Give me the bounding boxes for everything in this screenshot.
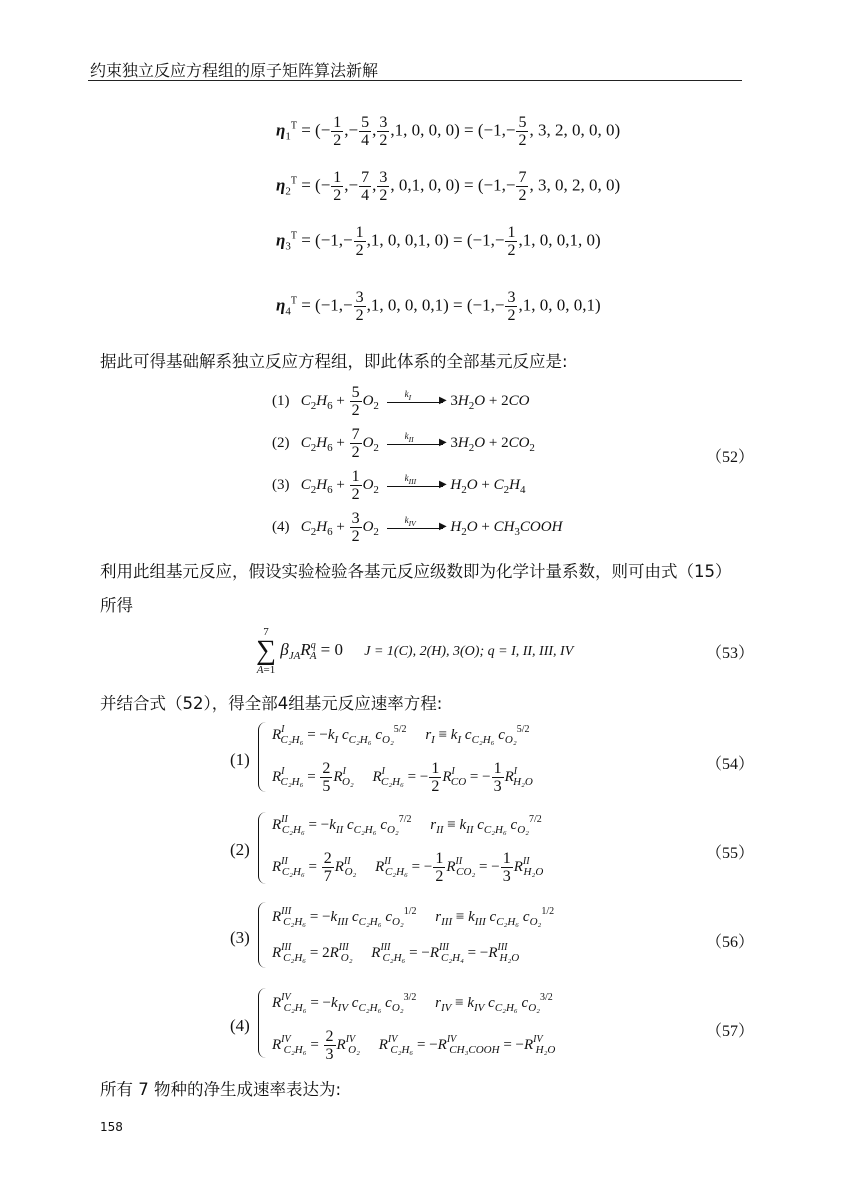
rate-label-1: (1) [230,750,250,769]
rate-eq-57b: $R^{IV}_{C_2H_6}$ = $\frac{2}{3}$ $R^{IV}_{O_2}$ $R^{IV}_{C_2H_6} = -R^{IV}_{CH_3COOH} = -R^{IV}_{H_2O}$ [272,1028,556,1063]
eq-number-57: （57） [706,1023,755,1040]
eq-number-55: （55） [706,845,755,862]
rate-label-3: (3) [230,928,250,947]
rate-eq-55b: $R^{II}_{C_2H_6}$ = $\frac{2}{7}$ $R^{II}_{O_2}$ $R^{II}_{C_2H_6}$ = − $\frac{1}{2}$ $R^{II}_{CO_2}$ = − $\frac{1}{3}$ $R^{II}_{H_2O}$ [272,850,544,885]
paragraph-4: 并结合式（52），得全部4组基元反应速率方程: [100,694,443,713]
eq-number-56: （56） [706,934,755,951]
page-number: 158 [100,1120,123,1134]
paragraph-1: 据此可得基础解系独立反应方程组，即此体系的全部基元反应是: [100,352,568,371]
brace-54 [258,722,267,792]
reaction-2: (2) $C_2H_6$ + $\frac{7}{2}$ $O_2$ $k_{II}$ ▶ $3H_2O + 2CO_2$ [272,426,535,461]
brace-57 [258,988,267,1058]
running-header: 约束独立反应方程组的原子矩阵算法新解 [90,61,379,80]
paragraph-3: 所得 [100,596,133,615]
rate-eq-56a: $R^{III}_{C_2H_6} = -k_{III}$ $c_{C_2H_6}$ $c_{O_2}^{1/2}$ $r_{III} \equiv k_{III}$ $c_{C_2H_6}$ $c_{O_2}^{1/2}$ [272,906,555,928]
eq-number-54: （54） [706,756,755,773]
reaction-1: (1) $C_2H_6$ + $\frac{5}{2}$ $O_2$ $k_I$ ▶ $3H_2O + 2CO$ [272,384,530,419]
paragraph-5: 所有 7 物种的净生成速率表达为: [100,1080,342,1099]
paragraph-2: 利用此组基元反应，假设实验检验各基元反应级数即为化学计量系数，则可由式（15） [100,562,732,581]
rate-label-2: (2) [230,840,250,859]
rate-label-4: (4) [230,1016,250,1035]
eta3-equation: $\eta_3^T = (-1,-$ $\frac{1}{2}$ ,1, 0, 0,1, 0) = (−1,− $\frac{1}{2}$ ,1, 0, 0,1, 0) [276,224,601,259]
header-rule [88,80,742,81]
reaction-4: (4) $C_2H_6$ + $\frac{3}{2}$ $O_2$ $k_{IV}$ ▶ $H_2O$ + $CH_3COOH$ [272,510,563,545]
rate-eq-55a: $R^{II}_{C_2H_6} = -k_{II}$ $c_{C_2H_6}$ $c_{O_2}^{7/2}$ $r_{II} \equiv k_{II}$ $c_{C_2H_6}$ $c_{O_2}^{7/2}$ [272,814,542,836]
rate-eq-56b: $R^{III}_{C_2H_6} = 2R^{III}_{O_2}$ $R^{III}_{C_2H_6} = -R^{III}_{C_2H_4} = -R^{III}_{H_2O}$ [272,942,520,964]
eq-number-53: （53） [706,645,755,662]
eta2-equation: $\eta_2^T$ = (− $\frac{1}{2}$ ,− $\frac{7}{4}$ , $\frac{3}{2}$ , 0,1, 0, 0) = (−1,− $\frac{7}{2}$ , 3, 0, 2, 0, 0) [276,169,621,204]
brace-56 [258,902,267,968]
brace-55 [258,812,267,884]
eta1-equation: $\eta_1^T$ = (− $\frac{1}{2}$ ,− $\frac{5}{4}$ , $\frac{3}{2}$ ,1, 0, 0, 0) = (−1,− $\frac{5}{2}$ , 3, 2, 0, 0, 0) [276,114,621,149]
summation-equation: 7 ∑ A=1 $\beta_{JA}R^q_A = 0$ J = 1(C), 2(H), 3(O); q = I, II, III, IV [256,626,574,676]
reaction-3: (3) $C_2H_6$ + $\frac{1}{2}$ $O_2$ $k_{III}$ ▶ $H_2O + C_2H_4$ [272,468,526,503]
rate-eq-54b: $R^I_{C_2H_6}$ = $\frac{2}{5}$ $R^I_{O_2}$ $R^I_{C_2H_6}$ = − $\frac{1}{2}$ $R^I_{CO}$ = − $\frac{1}{3}$ $R^I_{H_2O}$ [272,760,533,795]
rate-eq-54a: $R^I_{C_2H_6} = -k_I$ $c_{C_2H_6}$ $c_{O_2}^{5/2}$ $r_I \equiv k_I$ $c_{C_2H_6}$ $c_{O_2}^{5/2}$ [272,724,530,746]
eta4-equation: $\eta_4^T = (-1,-$ $\frac{3}{2}$ ,1, 0, 0, 0,1) = (−1,− $\frac{3}{2}$ ,1, 0, 0, 0,1) [276,289,601,324]
rate-eq-57a: $R^{IV}_{C_2H_6} = -k_{IV}$ $c_{C_2H_6}$ $c_{O_2}^{3/2}$ $r_{IV} \equiv k_{IV}$ $c_{C_2H_6}$ $c_{O_2}^{3/2}$ [272,992,553,1014]
eq-number-52: （52） [706,449,755,466]
